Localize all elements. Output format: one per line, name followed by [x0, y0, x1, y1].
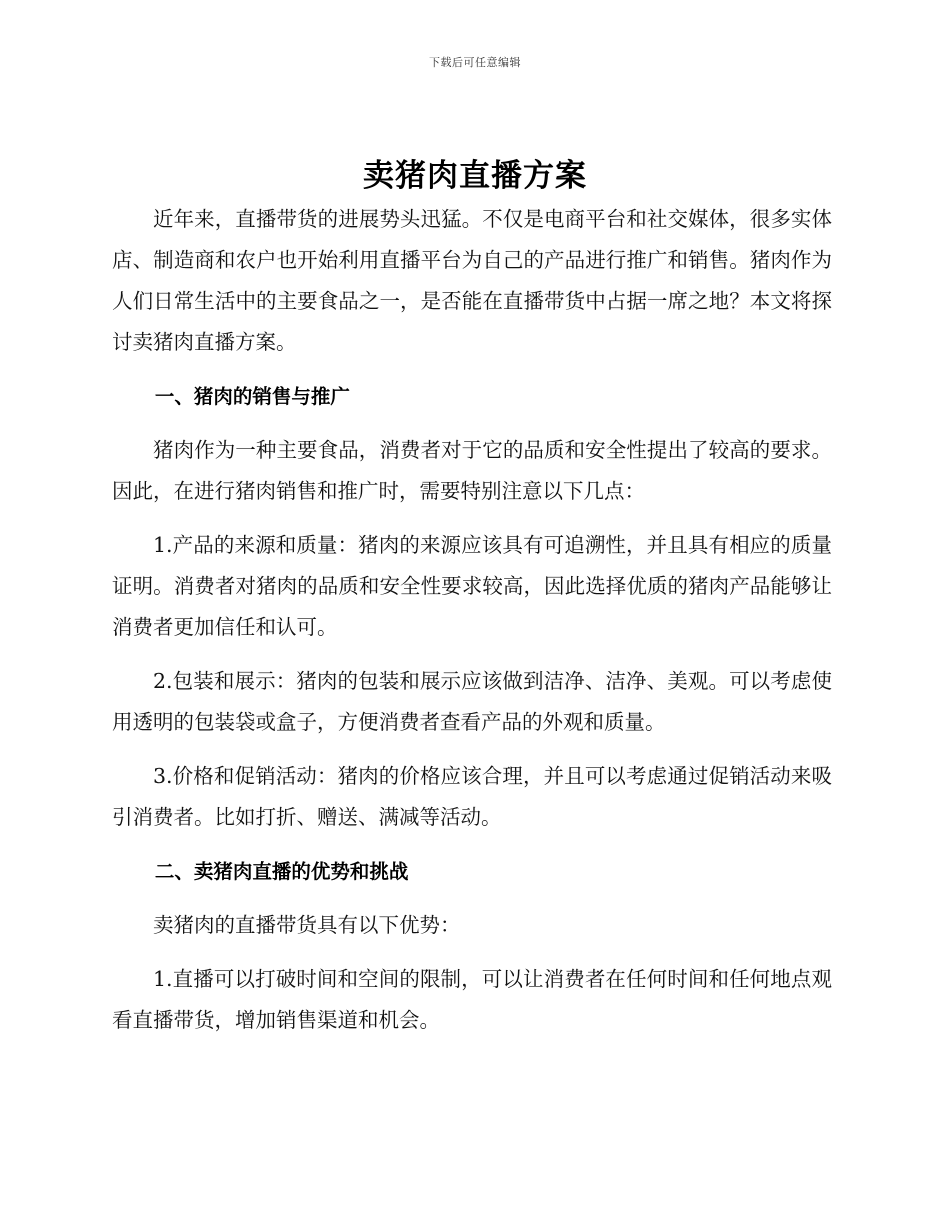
section-1-heading: 一、猪肉的销售与推广	[154, 385, 350, 408]
section-2-lead: 卖猪肉的直播带货具有以下优势：	[153, 913, 461, 937]
header-note: 下载后可任意编辑	[429, 56, 521, 69]
section-1-lead: 猪肉作为一种主要食品，消费者对于它的品质和安全性提出了较高的要求。因此，在进行猪肉销售和推广时，需要特别注意以下几点：	[112, 438, 832, 503]
section-2-heading: 二、卖猪肉直播的优势和挑战	[154, 860, 409, 883]
section-1-point-3: 3.价格和促销活动：猪肉的价格应该合理，并且可以考虑通过促销活动来吸引消费者。比如打折、赠送、满减等活动。	[112, 764, 832, 829]
section-1-point-1: 1.产品的来源和质量：猪肉的来源应该具有可追溯性，并且具有相应的质量证明。消费者对猪肉的品质和安全性要求较高，因此选择优质的猪肉产品能够让消费者更加信任和认可。	[112, 533, 832, 639]
document-body	[112, 199, 832, 1041]
section-2-point-1: 1.直播可以打破时间和空间的限制，可以让消费者在任何时间和任何地点观看直播带货，增加销售渠道和机会。	[112, 967, 832, 1032]
intro-paragraph: 近年来，直播带货的进展势头迅猛。不仅是电商平台和社交媒体，很多实体店、制造商和农户也开始利用直播平台为自己的产品进行推广和销售。猪肉作为人们日常生活中的主要食品之一，是否能在直播带货中占据一席之地？本文将探讨卖猪肉直播方案。	[112, 207, 832, 354]
section-1-point-2: 2.包装和展示：猪肉的包装和展示应该做到洁净、洁净、美观。可以考虑使用透明的包装袋或盒子，方便消费者查看产品的外观和质量。	[112, 669, 832, 734]
document-title: 卖猪肉直播方案	[363, 158, 587, 194]
